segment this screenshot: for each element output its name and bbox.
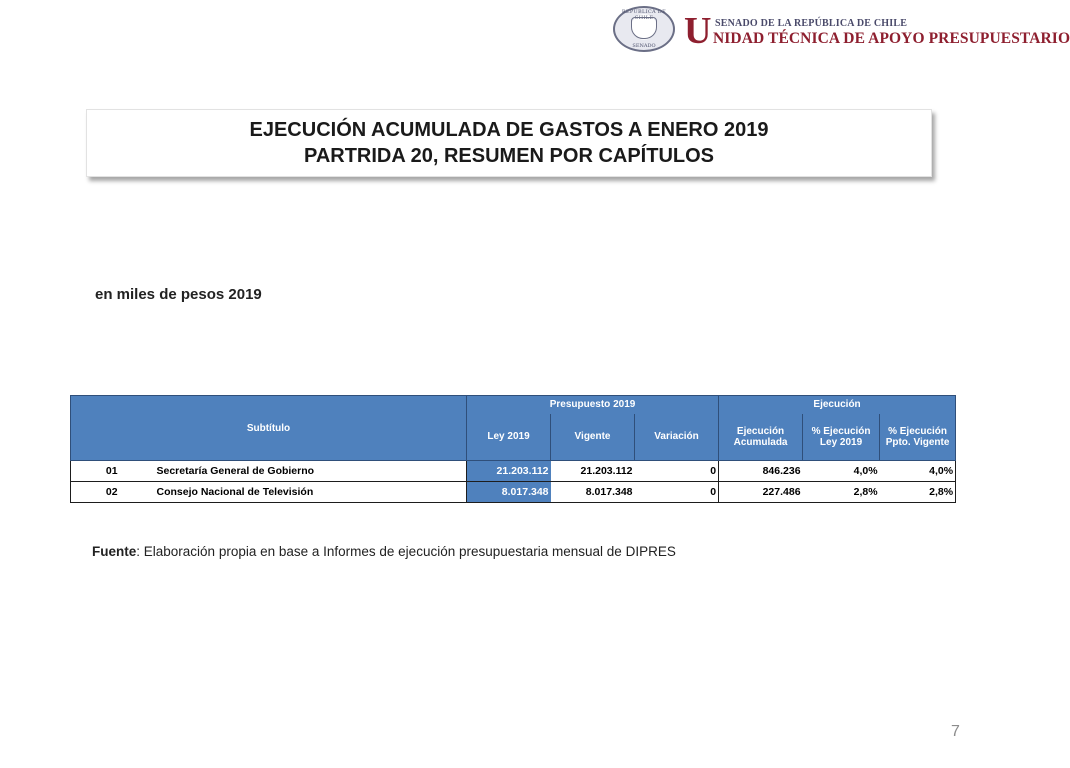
row-name: Consejo Nacional de Televisión (153, 482, 467, 503)
header-pct-ley (803, 414, 880, 461)
source-text: : Elaboración propia en base a Informes de ejecución presupuestaria mensual de DIPRES (136, 544, 676, 559)
header-pct-vigente (880, 414, 956, 461)
budget-execution-table (70, 395, 956, 503)
row-ejecucion: 846.236 (719, 461, 803, 482)
source-note (92, 544, 676, 559)
header-subtitulo: Subtítulo (71, 396, 467, 461)
header-vigente: Vigente (551, 414, 635, 461)
header-ejec-acum-line1: Ejecución (736, 425, 785, 437)
brand-initial: U (684, 10, 712, 52)
row-pct-ley: 4,0% (803, 461, 880, 482)
brand-unit-line: NIDAD TÉCNICA DE APOYO PRESUPUESTARIO (713, 30, 1070, 47)
header-presupuesto: Presupuesto 2019 (467, 396, 719, 414)
header-ejecucion: Ejecución (719, 396, 956, 414)
row-name: Secretaría General de Gobierno (153, 461, 467, 482)
row-ley: 21.203.112 (467, 461, 551, 482)
row-pct-vigente: 4,0% (880, 461, 956, 482)
page-number: 7 (951, 723, 960, 740)
header-variacion: Variación (635, 414, 719, 461)
header-ejecucion-acumulada (719, 414, 803, 461)
shield-icon (631, 17, 657, 39)
header-pct-ley-line1: % Ejecución (811, 425, 871, 437)
row-ejecucion: 227.486 (719, 482, 803, 503)
row-variacion: 0 (635, 461, 719, 482)
units-label: en miles de pesos 2019 (95, 286, 262, 303)
slide-title-box (86, 109, 932, 177)
source-label: Fuente (92, 544, 137, 559)
slide-title-line1: EJECUCIÓN ACUMULADA DE GASTOS A ENERO 2019 (249, 119, 769, 141)
row-code: 02 (71, 482, 153, 503)
table-row (71, 482, 956, 503)
senate-seal-logo (613, 6, 675, 52)
header-pct-vig-line2: Ppto. Vigente (885, 436, 950, 448)
seal-bottom-text: SENADO (632, 43, 656, 49)
row-vigente: 21.203.112 (551, 461, 635, 482)
row-vigente: 8.017.348 (551, 482, 635, 503)
row-ley: 8.017.348 (467, 482, 551, 503)
seal-top-text: REPÚBLICA DE CHILE (621, 9, 667, 21)
header-pct-vig-line1: % Ejecución (888, 425, 947, 437)
table-row (71, 461, 956, 482)
slide-title-line2: PARTRIDA 20, RESUMEN POR CAPÍTULOS (303, 145, 715, 167)
row-pct-vigente: 2,8% (880, 482, 956, 503)
brand-senate-line: SENADO DE LA REPÚBLICA DE CHILE (715, 18, 908, 29)
header-pct-ley-line2: Ley 2019 (819, 436, 863, 448)
header-ejec-acum-line2: Acumulada (733, 436, 788, 448)
row-code: 01 (71, 461, 153, 482)
header-ley: Ley 2019 (467, 414, 551, 461)
row-pct-ley: 2,8% (803, 482, 880, 503)
row-variacion: 0 (635, 482, 719, 503)
